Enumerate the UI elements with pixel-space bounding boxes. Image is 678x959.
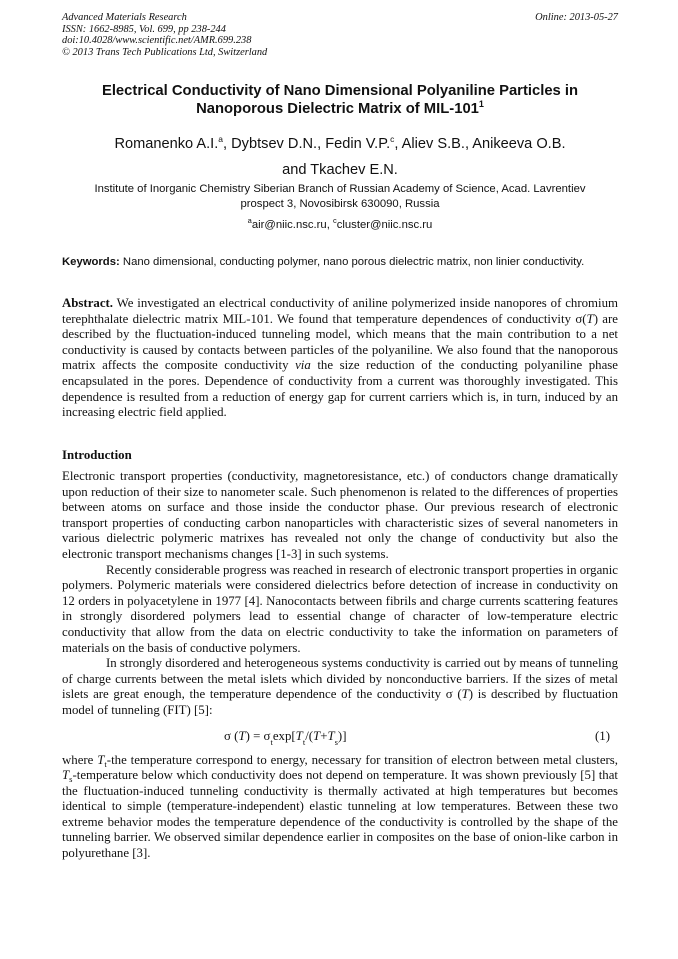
intro-paragraph-4 xyxy=(62,753,618,862)
introduction-heading: Introduction xyxy=(62,448,132,462)
keywords xyxy=(62,255,618,269)
email-a-mark: a xyxy=(247,216,252,225)
author-line-2: and Tkachev E.N. xyxy=(282,162,398,178)
eq-close: )] xyxy=(337,728,347,743)
eq-slash: /( xyxy=(305,728,314,743)
online-date: Online: 2013-05-27 xyxy=(535,12,618,23)
author-emails xyxy=(62,218,618,232)
abstract-text-1: We investigated an electrical conductivity of aniline polymerized inside nanopores of chromium terephthalate dielectric matrix MIL-101. We found that temperature dependences of conductivity σ( xyxy=(62,296,618,326)
title-footnote-mark: 1 xyxy=(478,99,484,109)
title-line-1: Electrical Conductivity of Nano Dimensional Polyaniline Particles in xyxy=(101,83,579,99)
eq-Ts: T xyxy=(327,728,335,743)
eq-T1: T xyxy=(238,728,246,743)
journal-copyright: © 2013 Trans Tech Publications Ltd, Switzerland xyxy=(62,46,268,58)
intro-p4-t-sub: t xyxy=(104,758,107,769)
authors-end: , Aliev S.B., Anikeeva O.B. xyxy=(394,136,566,152)
affiliation xyxy=(62,182,618,212)
intro-p3-text-b: ) is described by fluctuation model of tunneling (FIT) [5]: xyxy=(62,687,618,717)
journal-header xyxy=(62,12,618,58)
abstract-T: T xyxy=(586,311,594,326)
author-line-1 xyxy=(64,131,616,157)
affiliation-line-1: Institute of Inorganic Chemistry Siberian Branch of Russian Academy of Science, Acad. Lavrentiev xyxy=(94,183,586,195)
intro-paragraph-3 xyxy=(62,656,618,718)
equation-number: (1) xyxy=(595,728,610,743)
abstract-via: via xyxy=(295,358,311,373)
intro-p4-where: where xyxy=(62,752,98,767)
eq-exp: exp[ xyxy=(272,728,296,743)
email-c: cluster@niic.nsc.ru xyxy=(336,219,433,231)
intro-p4-Ts: T xyxy=(62,768,70,783)
intro-paragraph-1: Electronic transport properties (conductivity, magnetoresistance, etc.) of conductors change dramatically upon reduction of their size to nanometer scale. Such phenomenon is related to the differences of properties between atoms on surface and those inside the conductor phase. Our previous research of electronic transport properties of conducting carbon nanoparticles with characteristic sizes of several nanometers in various dielectric polymeric matrixes has revealed not only the change of conductivity but also the electronic transport mechanisms changes [1-3] in such systems. xyxy=(62,469,618,561)
eq-mid: ) = σ xyxy=(245,728,271,743)
intro-p4-text-a: -the temperature correspond to energy, necessary for transition of electron between metal clusters, xyxy=(106,752,619,767)
title-line-2 xyxy=(64,100,616,118)
abstract-label: Abstract. xyxy=(62,296,114,310)
journal-doi: doi:10.4028/www.scientific.net/AMR.699.238 xyxy=(62,35,252,47)
equation-formula xyxy=(224,729,346,745)
eq-sub-s: s xyxy=(334,736,338,747)
eq-T2: T xyxy=(313,728,321,743)
author-romanenko-mark: a xyxy=(218,134,224,144)
eq-plus: + xyxy=(320,728,328,743)
author-list xyxy=(64,131,616,183)
keywords-label: Keywords: xyxy=(62,256,120,268)
journal-issn: ISSN: 1662-8985, Vol. 699, pp 238-244 xyxy=(62,23,226,35)
intro-p4-Tt: T xyxy=(97,752,105,767)
introduction-body xyxy=(62,469,618,862)
eq-sub-t2: t xyxy=(302,736,306,747)
email-c-mark: c xyxy=(332,216,337,225)
author-fedin-mark: c xyxy=(390,134,395,144)
author-romanenko: Romanenko A.I. xyxy=(114,136,219,152)
abstract xyxy=(62,296,618,421)
paper-title xyxy=(64,82,616,118)
affiliation-line-2: prospect 3, Novosibirsk 630090, Russia xyxy=(240,198,440,211)
title-line-2-text: Nanoporous Dielectric Matrix of MIL-101 xyxy=(196,101,479,117)
equation-1 xyxy=(62,723,618,753)
abstract-text-2: ) are described by the fluctuation-induced tunneling model, which means that the main contribution to a net conductivity is caused by contacts between particles of the polyaniline. We also found that the nanoporous matrix affects the composite conductivity xyxy=(62,311,618,373)
intro-p4-s-sub: s xyxy=(69,774,73,785)
journal-name: Advanced Materials Research xyxy=(62,12,187,23)
eq-sigma: σ ( xyxy=(224,728,239,743)
intro-p4-text-b: -temperature below which conductivity does not depend on temperature. It was shown previously [5] that the fluctuation-induced tunneling conductivity is thermally activated at high temperatures but becomes identical to simple (temperature-independent) elastic tunneling at low temperatures. Between these two extreme behavior modes the temperature dependence of the conductivity is controlled by the shape of the tunneling barrier. We observed similar dependence earlier in composites on the base of onion-like carbon in polyurethane [3]. xyxy=(62,768,618,861)
keywords-text: Nano dimensional, conducting polymer, nano porous dielectric matrix, non linier conductivity. xyxy=(119,256,585,268)
intro-p3-text-a: In strongly disordered and heterogeneous systems conductivity is carried out by means of tunneling of charge currents between the metal islets which divided by nonconductive barriers. If the sizes of metal islets are great enough, the temperature dependence of the conductivity σ ( xyxy=(62,656,618,702)
eq-Tt: T xyxy=(295,728,303,743)
intro-p3-T: T xyxy=(461,687,469,702)
abstract-text-3: the size reduction of the conducting polyaniline phase encapsulated in the pores. Dependence of conductivity from a current was thoroughly investigated. This dependence is resulted from a reduction of energy gap for current carriers which is, in turn, induced by an increasing electric field applied. xyxy=(62,358,619,420)
authors-middle: , Dybtsev D.N., Fedin V.P. xyxy=(223,136,391,152)
eq-sub-t1: t xyxy=(270,736,273,747)
intro-paragraph-2: Recently considerable progress was reached in research of electronic transport properties in organic polymers. Polymeric materials were considered dielectrics before detection of increase in conductivity on 12 orders in polyacetylene in 1977 [4]. Nanocontacts between fibrils and charge currents scattering features in strongly disordered polymers lead to essential change of character of low-temperature electric conductivity that allow from the data on electric conductivity to take the information on parameters of materials on the basis of conductive polymers. xyxy=(62,562,618,655)
email-a: air@niic.nsc.ru, xyxy=(251,219,333,231)
